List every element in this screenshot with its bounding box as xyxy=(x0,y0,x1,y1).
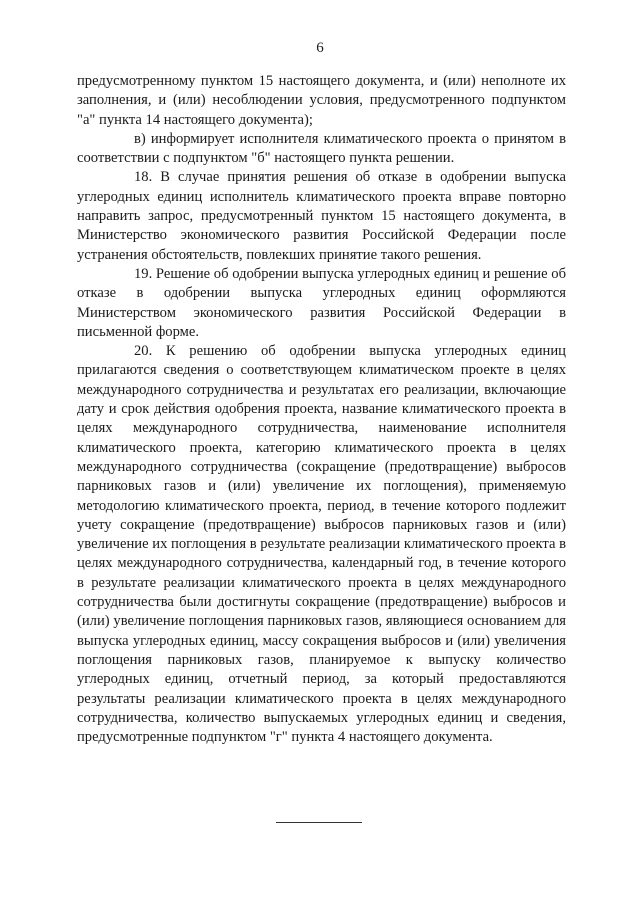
document-body xyxy=(77,72,566,747)
paragraph-continuation: предусмотренному пунктом 15 настоящего документа, и (или) неполноте их заполнения, и (или) несоблюдении условия, предусмотренного подпунктом "а" пункта 14 настоящего документа); xyxy=(77,73,566,128)
end-separator-line xyxy=(276,822,362,823)
paragraph-18: 18. В случае принятия решения об отказе в одобрении выпуска углеродных единиц исполнитель климатического проекта вправе повторно направить запрос, предусмотренный пунктом 15 настоящего документа, в Министерство экономического развития Российской Федерации после устранения обстоятельств, повлекших принятие такого решения. xyxy=(77,169,566,263)
paragraph-20: 20. К решению об одобрении выпуска углеродных единиц прилагаются сведения о соответствующем климатическом проекте в целях международного сотрудничества и результатах его реализации, включающие дату и срок действия одобрения проекта, название климатического проекта в целях международного сотрудничества, наименование исполнителя климатического проекта, категорию климатического проекта в целях международного сотрудничества (сокращение (предотвращение) выбросов парниковых газов и (или) увеличение их поглощения), применяемую методологию климатического проекта, период, в течение которого подлежит учету сокращение (предотвращение) выбросов парниковых газов и (или) увеличение их поглощения в результате реализации климатического проекта в целях международного сотрудничества, календарный год, в течение которого в результате реализации климатического проекта в целях международного сотрудничества были достигнуты сокращение (предотвращение) выбросов и (или) увеличение поглощения парниковых газов, являющиеся основанием для выпуска углеродных единиц, массу сокращения выбросов и (или) увеличения поглощения парниковых газов, планируемое к выпуску количество углеродных единиц, отчетный период, за который предоставляются результаты реализации климатического проекта в целях международного сотрудничества, количество выпускаемых углеродных единиц и сведения, предусмотренные подпунктом "г" пункта 4 настоящего документа. xyxy=(77,343,566,746)
paragraph-item-v: в) информирует исполнителя климатического проекта о принятом в соответствии с подпунктом "б" настоящего пункта решении. xyxy=(77,130,566,167)
paragraph-19: 19. Решение об одобрении выпуска углеродных единиц и решение об отказе в одобрении выпуска углеродных единиц оформляются Министерством экономического развития Российской Федерации в письменной форме. xyxy=(77,265,566,340)
page-number: 6 xyxy=(316,40,324,56)
